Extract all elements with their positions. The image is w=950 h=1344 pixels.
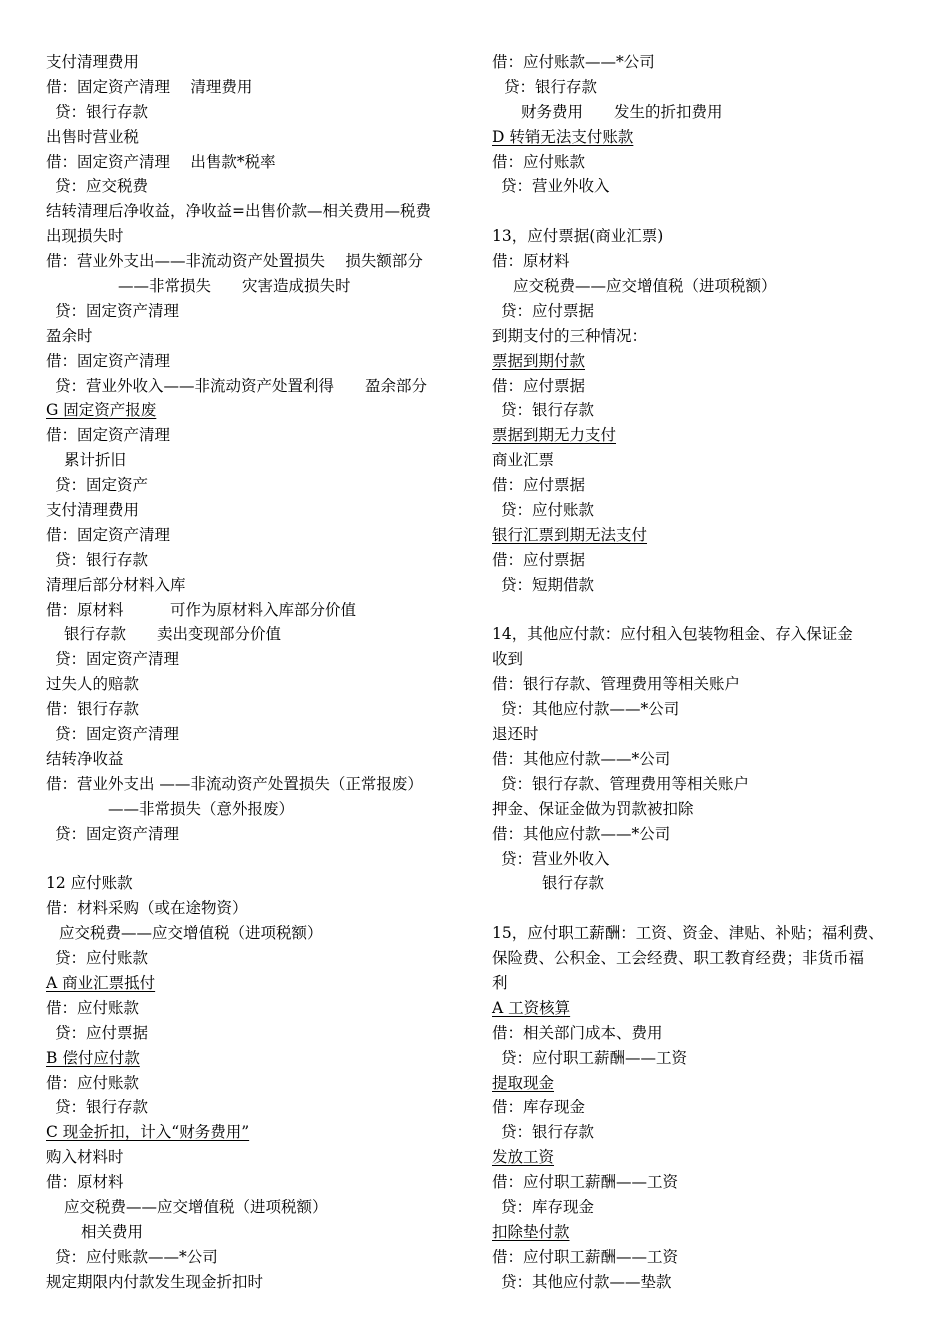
text-line: 借：应付职工薪酬——工资 xyxy=(492,1173,679,1192)
text-line: 贷：其他应付款——*公司 xyxy=(501,700,680,719)
text-line: 贷：银行存款、管理费用等相关账户 xyxy=(501,774,750,793)
text-line: 借：固定资产清理 xyxy=(46,426,171,445)
text-line: 借：应付票据 xyxy=(492,476,586,495)
text-line: 借：应付账款——*公司 xyxy=(492,53,655,71)
text-line: 贷：银行存款 xyxy=(55,550,149,569)
text-line: 贷：应付票据 xyxy=(55,1023,149,1042)
text-line: 13，应付票据(商业汇票) xyxy=(492,227,664,246)
text-line: 借：固定资产清理 xyxy=(46,525,171,544)
text-line: 支付清理费用 xyxy=(46,501,140,520)
left-column xyxy=(46,50,466,1295)
text-line: 累计折旧 xyxy=(64,451,127,470)
text-line: 借：应付票据 xyxy=(492,376,586,395)
text-line: 借：原材料 可作为原材料入库部分价值 xyxy=(46,600,357,619)
text-line: 借：应付职工薪酬——工资 xyxy=(492,1247,679,1266)
text-line: 贷：银行存款 xyxy=(501,1123,595,1142)
text-line: 银行存款 卖出变现部分价值 xyxy=(64,625,282,644)
text-line: 借：材料采购（或在途物资） xyxy=(46,899,248,918)
section-heading: C 现金折扣，计入“财务费用” xyxy=(46,1123,250,1142)
section-heading: 发放工资 xyxy=(492,1148,555,1167)
text-line: 贷：应付账款 xyxy=(501,501,595,520)
text-line: 利 xyxy=(492,973,508,992)
text-line: 银行存款 xyxy=(542,874,605,893)
text-line: 借：应付账款 xyxy=(46,1073,140,1092)
section-heading: 银行汇票到期无法支付 xyxy=(492,525,648,544)
text-line: 借：原材料 xyxy=(46,1173,124,1192)
blank-line xyxy=(46,847,466,872)
section-heading: G 固定资产报废 xyxy=(46,401,157,420)
text-line: 收到 xyxy=(492,650,524,669)
text-line: 商业汇票 xyxy=(492,451,555,470)
text-line: 12 应付账款 xyxy=(46,874,133,893)
text-line: 借：相关部门成本、费用 xyxy=(492,1023,663,1042)
section-heading: 扣除垫付款 xyxy=(492,1222,570,1241)
text-line: 借：营业外支出 ——非流动资产处置损失（正常报废） xyxy=(46,774,423,793)
text-line: 盈余时 xyxy=(46,326,93,345)
blank-line xyxy=(492,199,932,224)
text-line: 出售时营业税 xyxy=(46,127,140,146)
text-line: 贷：库存现金 xyxy=(501,1197,595,1216)
blank-line xyxy=(492,896,932,921)
text-line: 借：银行存款 xyxy=(46,700,140,719)
text-line: 贷：固定资产清理 xyxy=(55,824,180,843)
text-line: 借：固定资产清理 清理费用 xyxy=(46,77,253,96)
text-line: 借：库存现金 xyxy=(492,1098,586,1117)
text-line: 借：固定资产清理 xyxy=(46,351,171,370)
text-line: ——非常损失（意外报废） xyxy=(108,799,295,818)
text-line: 贷：银行存款 xyxy=(55,102,149,121)
text-line: 贷：固定资产清理 xyxy=(55,725,180,744)
text-line: 贷：短期借款 xyxy=(501,575,595,594)
section-heading: D 转销无法支付账款 xyxy=(492,127,634,146)
text-line: 贷：应付账款——*公司 xyxy=(55,1247,218,1266)
blank-line xyxy=(492,598,932,623)
text-line: 贷：银行存款 xyxy=(504,77,598,96)
section-heading: B 偿付应付款 xyxy=(46,1048,140,1067)
section-heading: 票据到期付款 xyxy=(492,351,586,370)
text-line: 贷：营业外收入 xyxy=(501,849,610,868)
text-line: 14，其他应付款：应付租入包装物租金、存入保证金 xyxy=(492,625,853,644)
text-line: 借：固定资产清理 出售款*税率 xyxy=(46,152,276,171)
text-line: 押金、保证金做为罚款被扣除 xyxy=(492,799,694,818)
section-heading: 提取现金 xyxy=(492,1073,555,1092)
text-line: 贷：营业外收入——非流动资产处置利得 盈余部分 xyxy=(55,376,428,395)
text-line: 借：原材料 xyxy=(492,252,570,271)
section-heading: A 工资核算 xyxy=(492,998,571,1017)
text-line: 借：营业外支出——非流动资产处置损失 损失额部分 xyxy=(46,252,423,271)
text-line: 过失人的赔款 xyxy=(46,675,140,694)
text-line: 购入材料时 xyxy=(46,1148,124,1167)
text-line: 出现损失时 xyxy=(46,227,124,246)
text-line: 贷：固定资产清理 xyxy=(55,650,180,669)
text-line: 贷：应付账款 xyxy=(55,949,149,968)
text-line: 结转清理后净收益，净收益=出售价款—相关费用—税费 xyxy=(46,202,431,221)
right-column xyxy=(492,50,932,1295)
text-line: 贷：其他应付款——垫款 xyxy=(501,1272,672,1291)
text-line: 贷：应交税费 xyxy=(55,177,149,196)
text-line: 15，应付职工薪酬：工资、资金、津贴、补贴；福利费、 xyxy=(492,924,884,943)
text-line: 借：应付票据 xyxy=(492,550,586,569)
section-heading: A 商业汇票抵付 xyxy=(46,973,156,992)
text-line: 贷：银行存款 xyxy=(501,401,595,420)
text-line: 支付清理费用 xyxy=(46,53,140,71)
text-line: 借：银行存款、管理费用等相关账户 xyxy=(492,675,741,694)
text-line: 相关费用 xyxy=(81,1222,144,1241)
text-line: 到期支付的三种情况： xyxy=(492,326,648,345)
text-line: 贷：营业外收入 xyxy=(501,177,610,196)
text-line: 贷：固定资产清理 xyxy=(55,301,180,320)
text-line: 应交税费——应交增值税（进项税额） xyxy=(59,924,323,943)
text-line: 清理后部分材料入库 xyxy=(46,575,186,594)
text-line: ——非常损失 灾害造成损失时 xyxy=(118,277,351,296)
text-line: 退还时 xyxy=(492,725,539,744)
text-line: 结转净收益 xyxy=(46,749,124,768)
text-line: 应交税费——应交增值税（进项税额） xyxy=(64,1197,328,1216)
text-line: 应交税费——应交增值税（进项税额） xyxy=(513,277,777,296)
text-line: 借：应付账款 xyxy=(46,998,140,1017)
text-line: 借：其他应付款——*公司 xyxy=(492,749,671,768)
text-line: 贷：应付职工薪酬——工资 xyxy=(501,1048,688,1067)
text-line: 规定期限内付款发生现金折扣时 xyxy=(46,1272,264,1291)
text-line: 保险费、公积金、工会经费、职工教育经费；非货币福 xyxy=(492,949,865,968)
text-line: 借：应付账款 xyxy=(492,152,586,171)
text-line: 借：其他应付款——*公司 xyxy=(492,824,671,843)
section-heading: 票据到期无力支付 xyxy=(492,426,617,445)
text-line: 贷：应付票据 xyxy=(501,301,595,320)
text-line: 贷：银行存款 xyxy=(55,1098,149,1117)
text-line: 财务费用 发生的折扣费用 xyxy=(521,102,723,121)
text-line: 贷：固定资产 xyxy=(55,476,149,495)
